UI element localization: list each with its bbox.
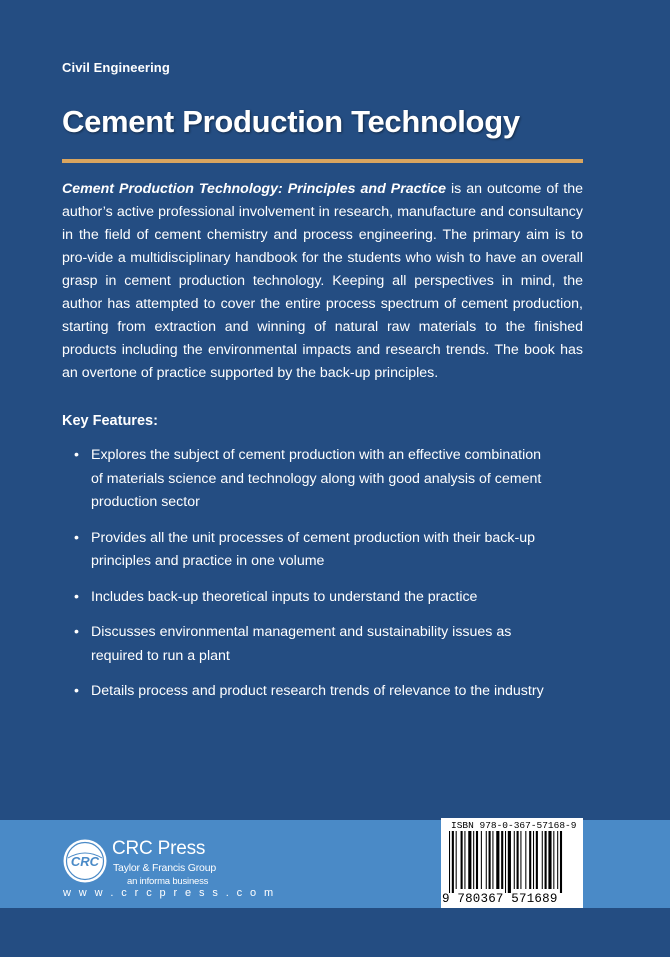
bullet-icon: • [74,588,79,605]
barcode-bar [492,831,493,889]
barcode-bar [464,831,465,889]
feature-item [62,680,552,704]
barcode-box [441,818,583,908]
feature-text: Provides all the unit processes of cement production with their back-up principles and practice in one volume [91,529,535,569]
title-rule [62,159,583,163]
barcode-bar [456,831,457,889]
book-title: Cement Production Technology [62,104,520,139]
publisher-business: an informa business [127,876,209,887]
barcode-bar [476,831,478,889]
barcode-bar [548,831,551,889]
barcode-bar [545,831,547,889]
isbn-label: ISBN 978-0-367-57168-9 [451,820,577,831]
barcode-bar [557,831,558,889]
bullet-icon: • [74,447,79,463]
barcode-bar [508,831,511,893]
feature-item [62,527,552,574]
barcode-bar [553,831,554,889]
crc-logo-icon [62,838,108,884]
description-body: is an outcome of the author’s active professional involvement in research, manufacture and consultancy in the field of cement chemistry and process engineering. The primary aim is to pro-vide a multidisciplinary handbook for the students who wish to have an overall grasp in cement production technology. Keeping all perspectives in mind, the author has attempted to cover the entire process spectrum of cement production, starting from extraction and winning of natural raw materials to the finished products including the environmental impacts and research trends. The book has an overtone of practice supported by the back-up principles. [62,181,583,381]
feature-text: Details process and product research trends of relevance to the industry [91,683,544,699]
barcode-bar [452,831,454,893]
publisher-url: w w w . c r c p r e s s . c o m [63,887,276,899]
publisher-group: Taylor & Francis Group [113,862,216,874]
key-features-list [62,444,552,716]
feature-text: Discusses environmental management and sustainability issues as required to run a plant [91,624,512,664]
barcode-icon [449,831,577,893]
barcode-bar [533,831,534,889]
feature-item [62,621,552,668]
barcode-bar [468,831,471,889]
bullet-icon: • [74,683,79,699]
barcode-bar [486,831,487,889]
barcode-bar [542,831,543,889]
category-label: Civil Engineering [62,60,170,75]
barcode-bar [536,831,538,889]
barcode-bar [525,831,526,889]
feature-text: Explores the subject of cement production with an effective combination of materials science and technology along with good analysis of cement production sector [91,447,542,510]
barcode-bar [489,831,491,889]
description-title: Cement Production Technology: Principles and Practice [62,181,446,197]
feature-item [62,444,552,515]
feature-text: Includes back-up theoretical inputs to understand the practice [91,588,478,605]
publisher-name: CRC Press [112,838,206,859]
barcode-bar [560,831,562,893]
barcode-bar [529,831,531,889]
barcode-bar [461,831,463,889]
feature-item [62,586,552,610]
crc-logo-text: CRC [70,854,100,869]
bullet-icon: • [74,624,79,640]
book-description [62,178,583,385]
barcode-bar [517,831,519,889]
barcode-bar [481,831,482,889]
barcode-bar [496,831,499,889]
barcode-bar [449,831,450,893]
barcode-bar [514,831,515,889]
key-features-heading: Key Features: [62,413,158,429]
barcode-bar [501,831,503,889]
barcode-bar [505,831,506,893]
barcode-bar [473,831,474,889]
barcode-digits: 9 780367 571689 [442,892,558,906]
barcode-bar [520,831,521,889]
bullet-icon: • [74,529,79,546]
